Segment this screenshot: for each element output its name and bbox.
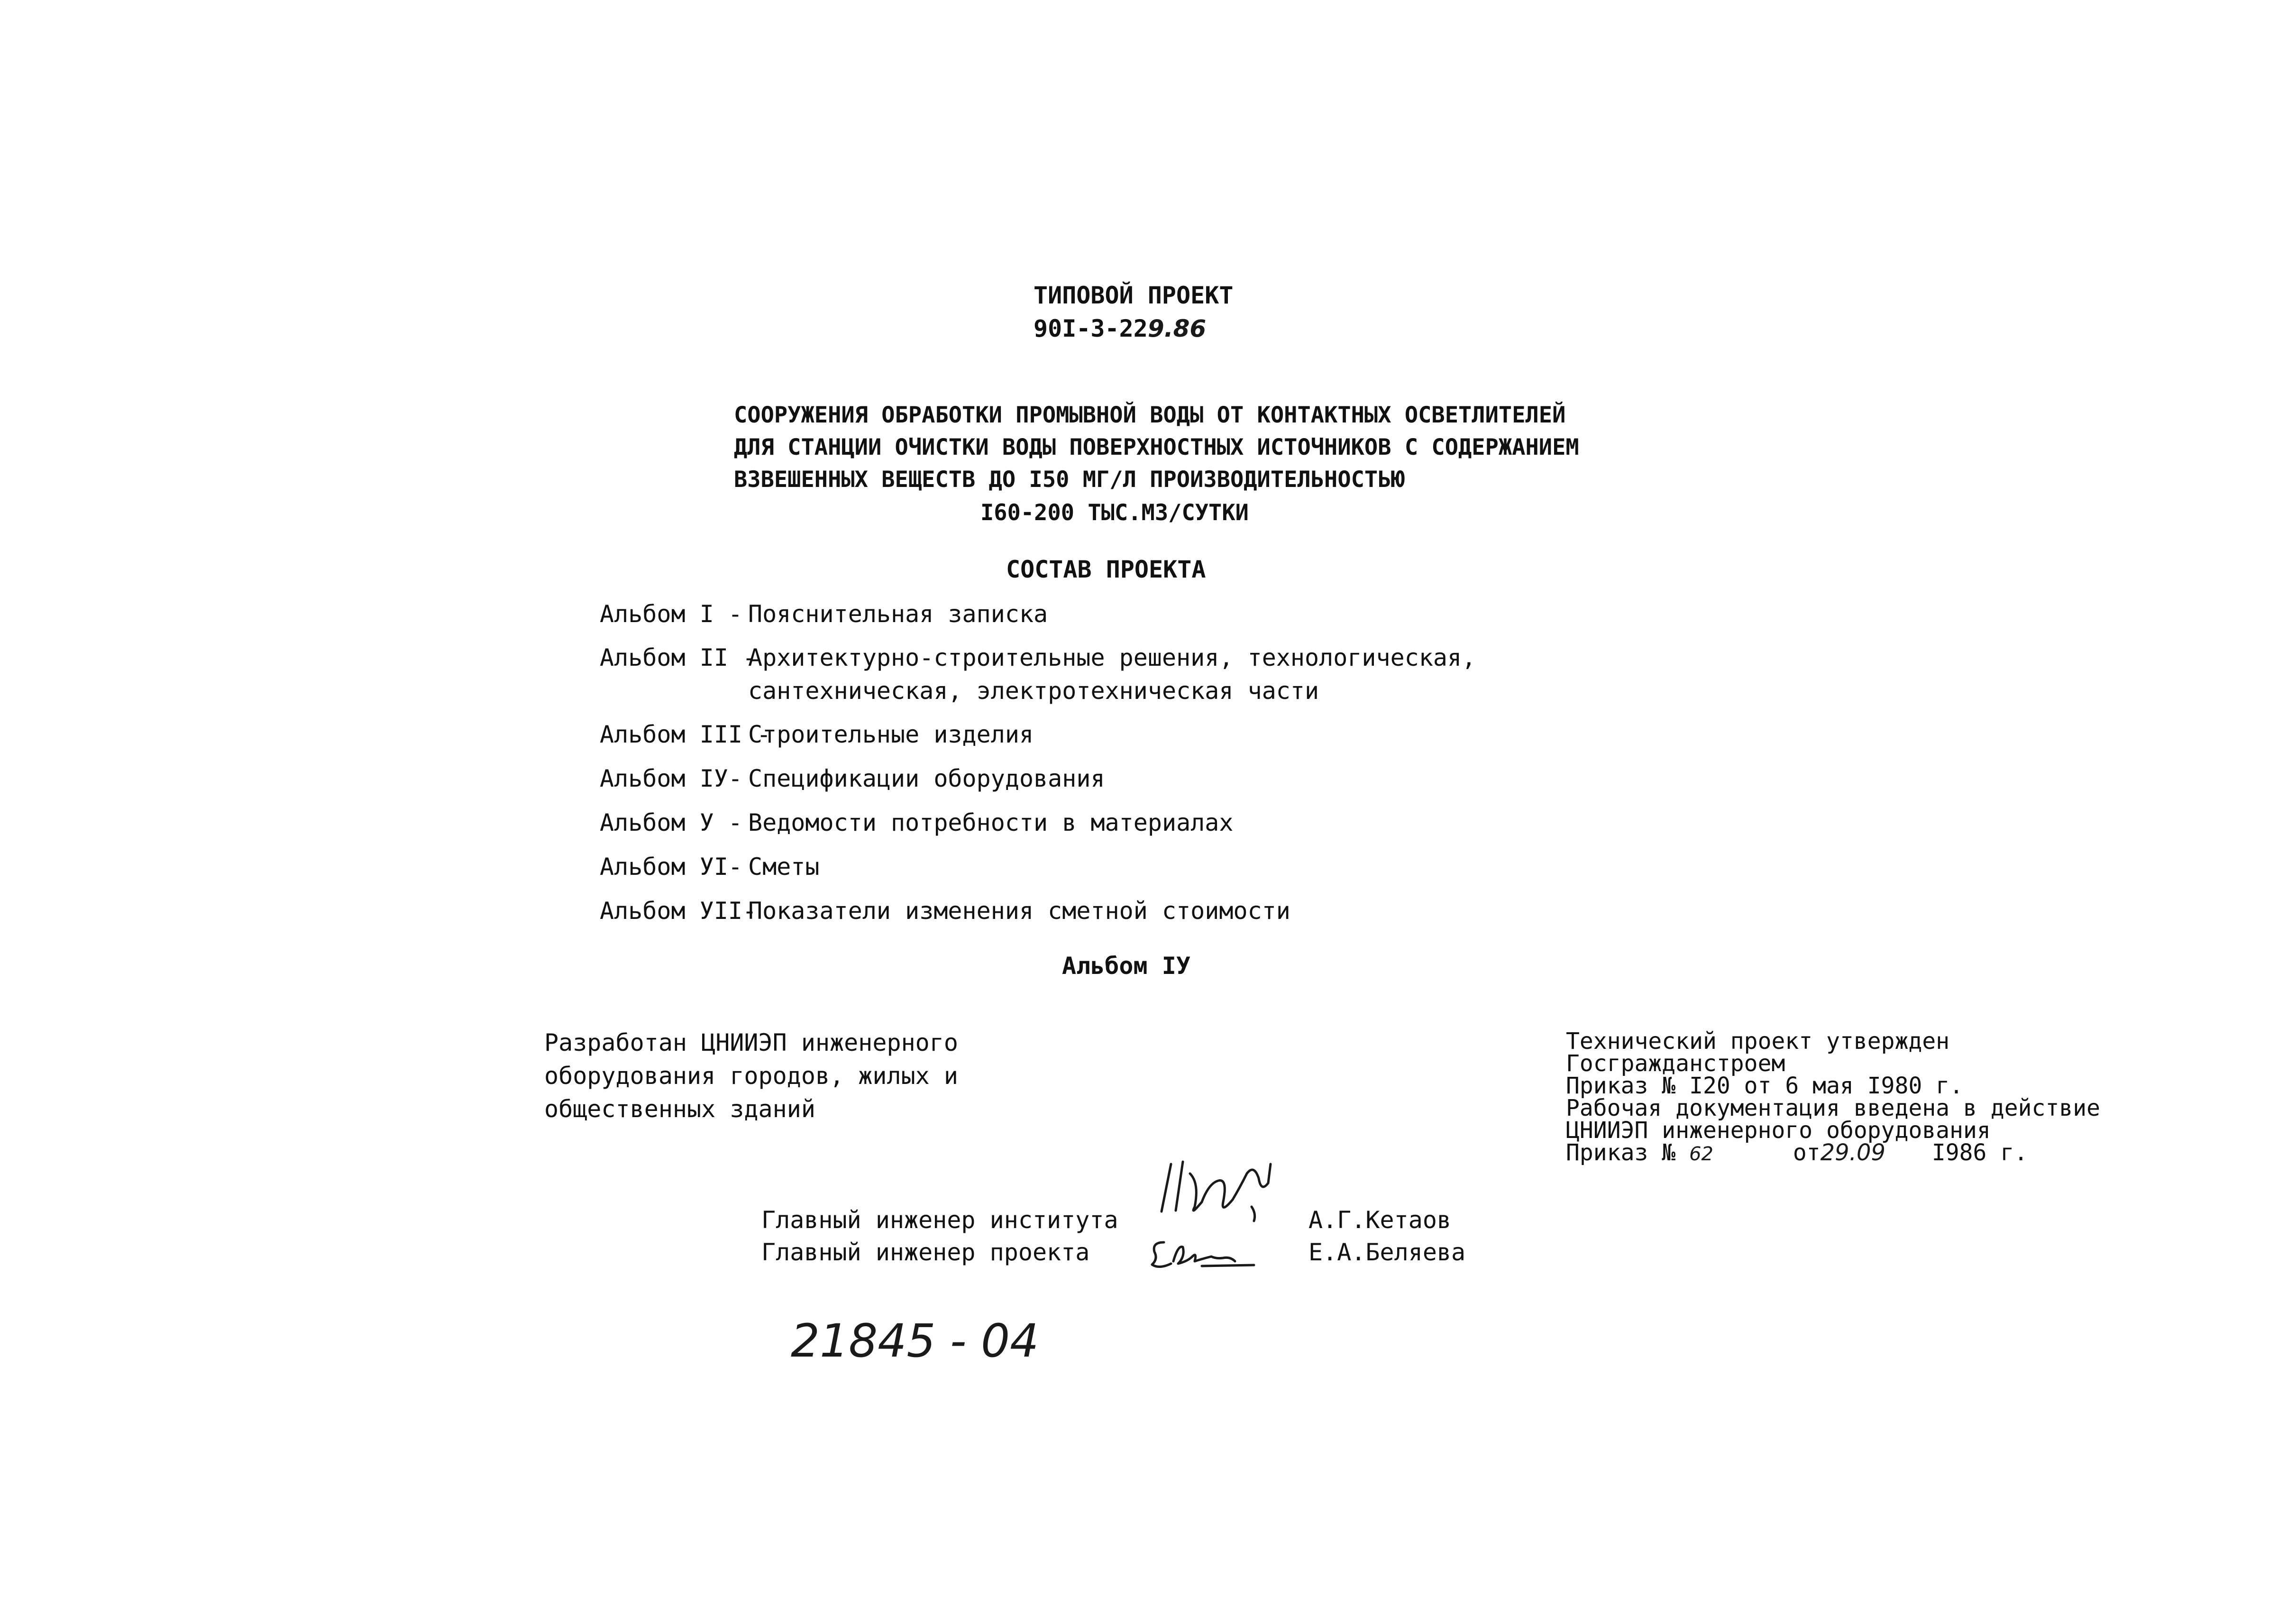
approval-line-2: Госгражданстроем [1566, 1050, 1785, 1077]
doc-title: ТИПОВОЙ ПРОЕКТ [1034, 282, 1234, 309]
album-2-text-cont: сантехническая, электротехническая части [748, 677, 1319, 705]
approval-line-4: Рабочая документация введена в действие [1566, 1095, 2101, 1121]
current-album: Альбом IУ [1062, 952, 1190, 980]
album-2-label: Альбом II - [600, 644, 757, 671]
order-number: 62 [1689, 1143, 1713, 1165]
subject-line-4: I60-200 ТЫС.М3/СУТКИ [980, 500, 1249, 526]
project-code-prefix: 90I-3-22 [1034, 315, 1148, 342]
album-5-text: Ведомости потребности в материалах [748, 809, 1234, 836]
order-date-prefix: от [1793, 1139, 1820, 1166]
inventory-number: 21845 - 04 [791, 1314, 1039, 1367]
album-2-text: Архитектурно-строительные решения, технологическая, [748, 644, 1476, 671]
developer-line-3: общественных зданий [544, 1095, 815, 1123]
subject-line-3: ВЗВЕШЕННЫХ ВЕЩЕСТВ ДО I50 МГ/Л ПРОИЗВОДИТЕЛЬНОСТЬЮ [734, 467, 1405, 493]
album-6-label: Альбом УI- [600, 853, 743, 881]
subject-line-1: СООРУЖЕНИЯ ОБРАБОТКИ ПРОМЫВНОЙ ВОДЫ ОТ КОНТАКТНЫХ ОСВЕТЛИТЕЛЕЙ [734, 402, 1566, 428]
developer-line-1: Разработан ЦНИИЭП инженерного [544, 1029, 958, 1056]
project-code-handwritten: 9.86 [1147, 315, 1207, 342]
album-1-text: Пояснительная записка [748, 600, 1048, 628]
approval-line-5: ЦНИИЭП инженерного оборудования [1566, 1117, 1991, 1144]
composition-heading: СОСТАВ ПРОЕКТА [1006, 556, 1206, 583]
approval-line-6 [1566, 1141, 2028, 1164]
album-3-label: Альбом III - [600, 721, 771, 748]
album-6-text: Сметы [748, 853, 820, 881]
project-code [1034, 317, 1206, 340]
album-3-text: Строительные изделия [748, 721, 1034, 748]
album-7-label: Альбом УII- [600, 897, 757, 925]
subject-line-2: ДЛЯ СТАНЦИИ ОЧИСТКИ ВОДЫ ПОВЕРХНОСТНЫХ ИСТОЧНИКОВ С СОДЕРЖАНИЕМ [734, 434, 1579, 460]
signature-name-1: А.Г.Кетаов [1308, 1206, 1452, 1234]
order-prefix: Приказ № [1566, 1139, 1676, 1166]
signature-role-2: Главный инженер проекта [761, 1239, 1090, 1266]
signature-chief-engineer-project [1145, 1230, 1259, 1273]
approval-line-1: Технический проект утвержден [1566, 1028, 1950, 1055]
album-1-label: Альбом I - [600, 600, 743, 628]
signature-role-1: Главный инженер института [761, 1206, 1118, 1234]
order-year: I986 г. [1931, 1139, 2028, 1166]
album-4-label: Альбом IУ- [600, 765, 743, 792]
order-date: 29.09 [1820, 1139, 1886, 1166]
album-5-label: Альбом У - [600, 809, 743, 836]
developer-line-2: оборудования городов, жилых и [544, 1062, 958, 1090]
album-7-text: Показатели изменения сметной стоимости [748, 897, 1290, 925]
signature-chief-engineer-institute [1157, 1155, 1280, 1235]
approval-line-3: Приказ № I20 от 6 мая I980 г. [1566, 1073, 1964, 1099]
signature-name-2: Е.А.Беляева [1308, 1239, 1466, 1266]
album-4-text: Спецификации оборудования [748, 765, 1105, 792]
